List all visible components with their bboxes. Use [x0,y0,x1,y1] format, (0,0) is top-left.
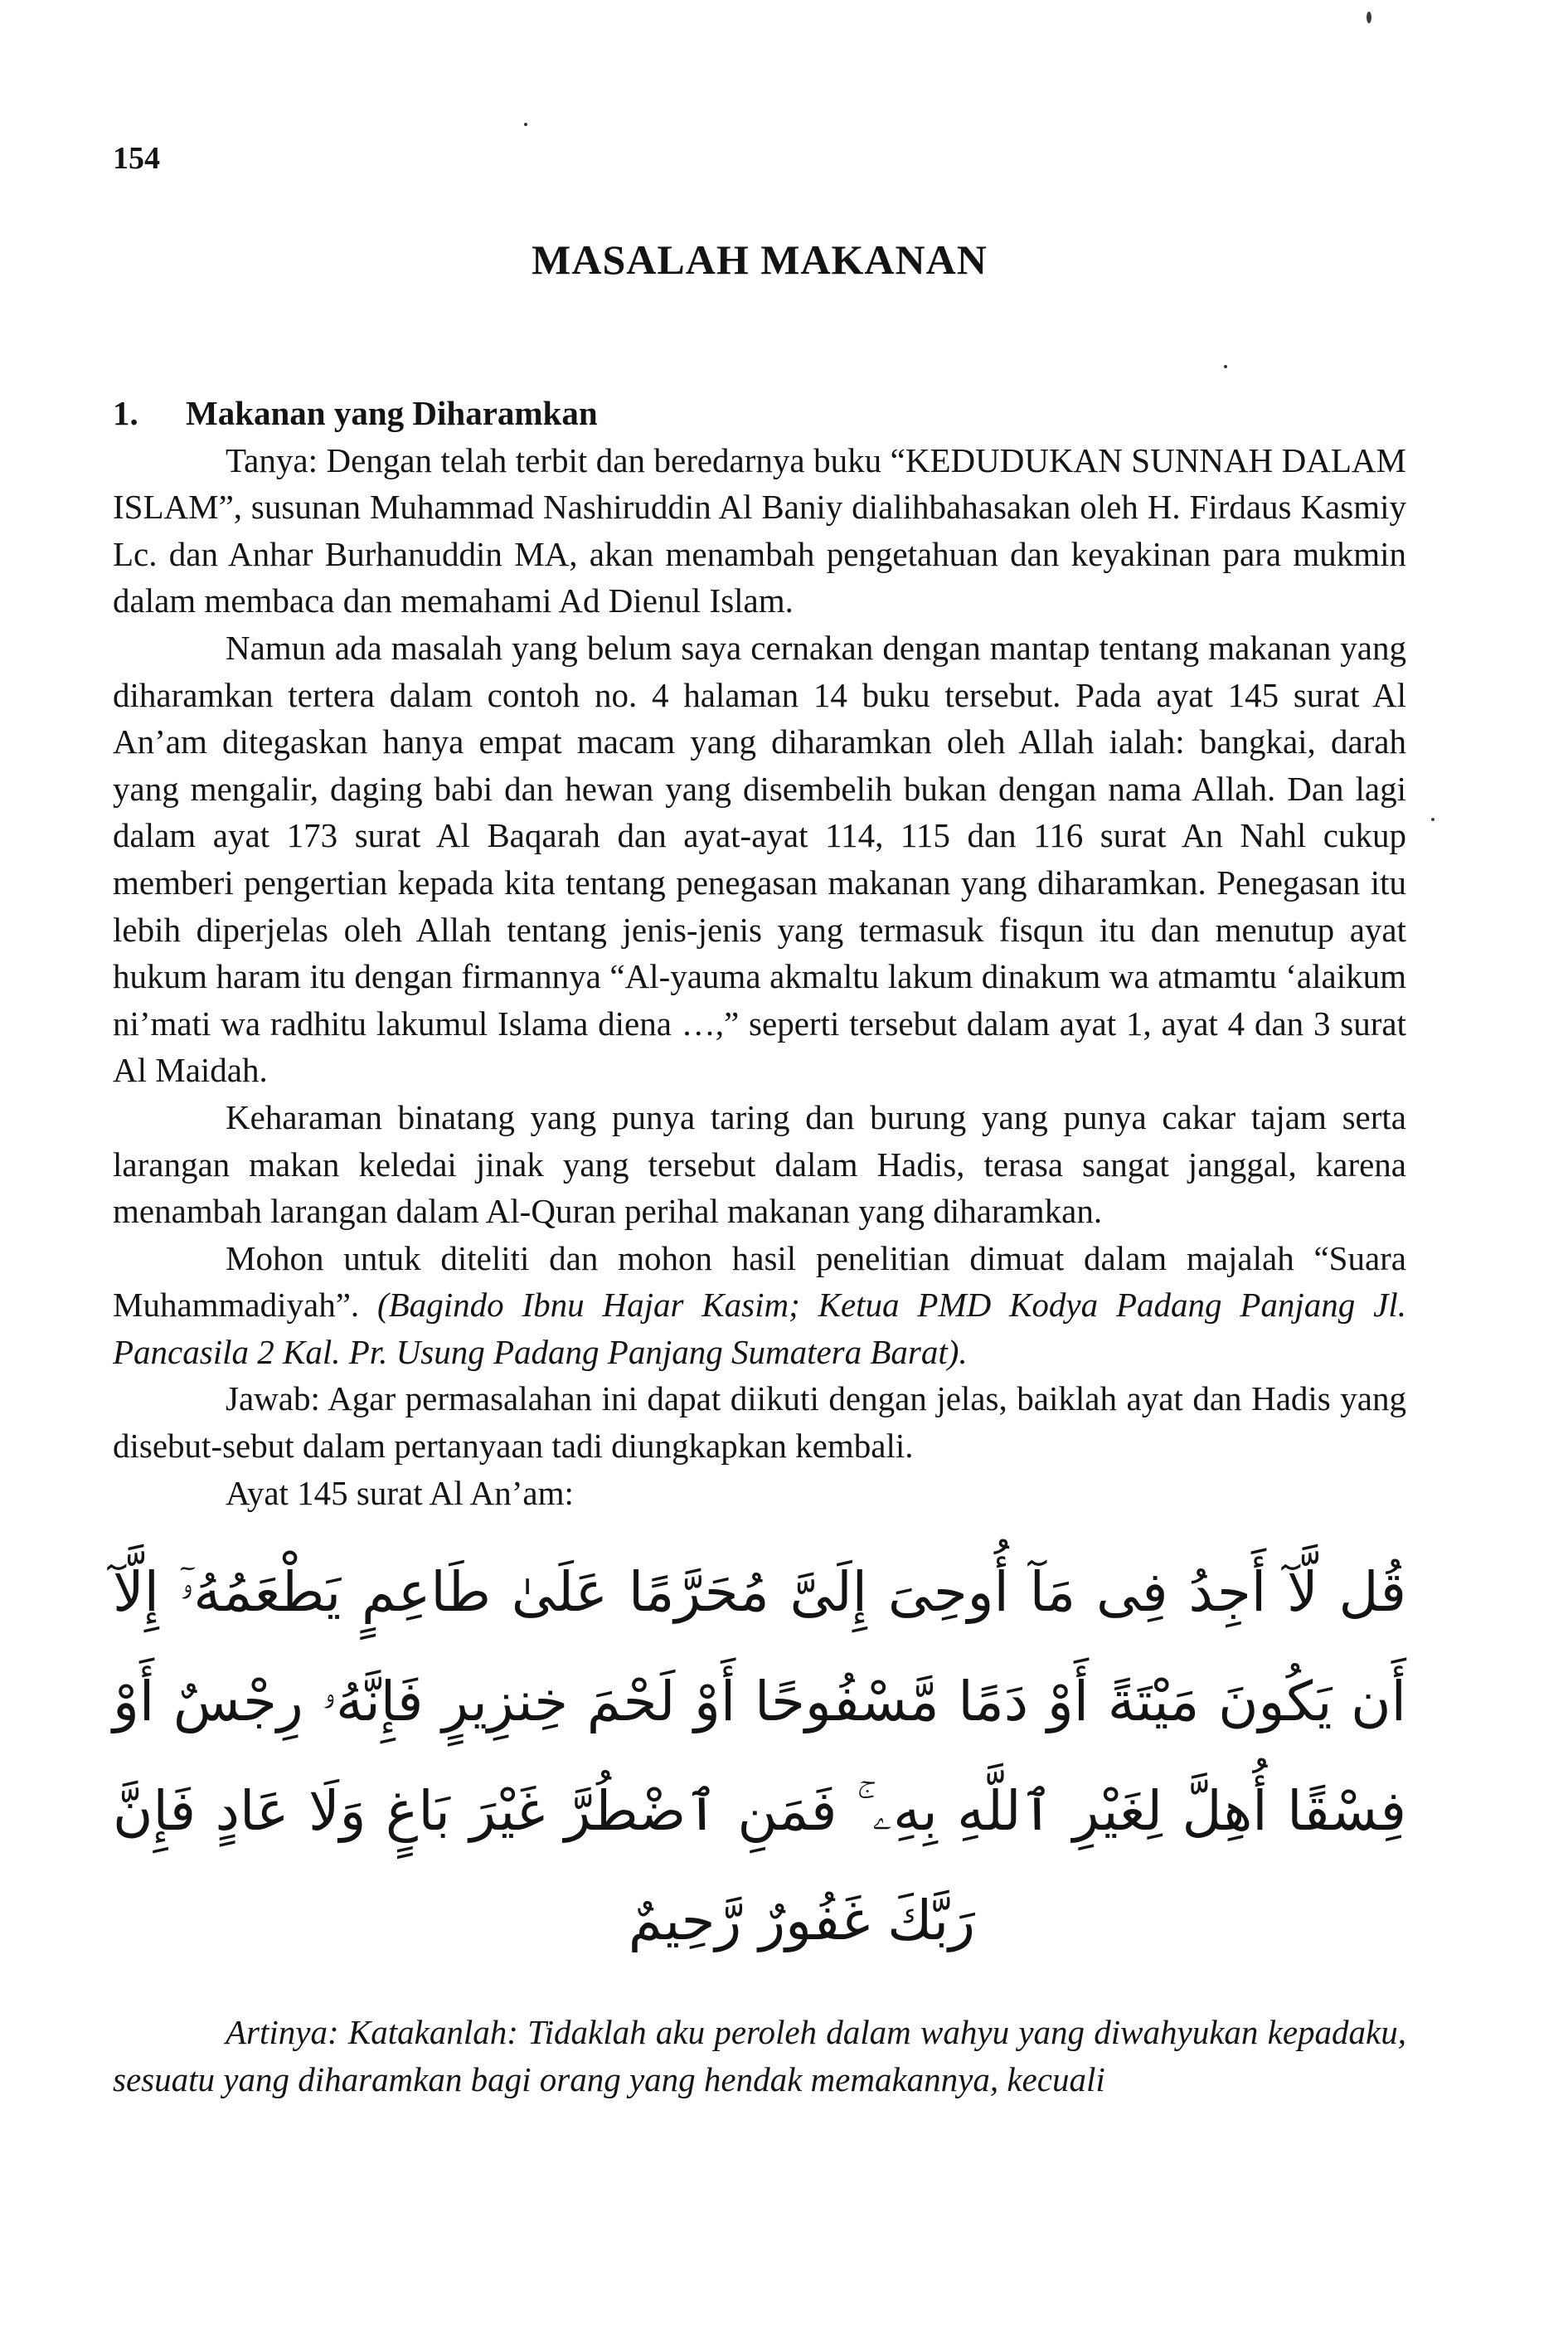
scan-speck [1367,12,1371,23]
answer-paragraph-text: Agar permasalahan ini dapat diikuti dengan jelas, baiklah ayat dan Hadis yang disebut-sebut dalam pertanyaan tadi diungkapkan kembali. [113,1379,1406,1466]
page-number: 154 [113,141,160,176]
question-paragraph-3: Keharaman binatang yang punya taring dan burung yang punya cakar tajam serta larangan makan keledai jinak yang tersebut dalam Hadis, terasa sangat janggal, karena menambah larangan dalam Al-Quran perihal makanan yang diharamkan. [113,1097,1406,1231]
questioner-citation: (Bagindo Ibnu Hajar Kasim; Ketua PMD Kodya Padang Panjang Jl. Pancasila 2 Kal. Pr. Usung Padang Panjang Sumatera Barat). [113,1286,1406,1371]
question-paragraph-1-text: Dengan telah terbit dan beredarnya buku “KEDUDUKAN SUNNAH DALAM ISLAM”, susunan Muhammad Nashiruddin Al Baniy dialihbahasakan oleh H. Firdaus Kasmiy Lc. dan Anhar Burhanuddin MA, akan menambah pengetahuan dan keyakinan para mukmin dalam membaca dan memahami Ad Dienul Islam. [113,440,1406,620]
scan-speck [524,123,527,126]
answer-label: Jawab: [226,1379,320,1418]
arabic-verse-end: رَبَّكَ غَفُورٌ رَّحِيمٌ [628,1889,975,1953]
question-label: Tanya: [226,440,318,479]
question-paragraph-4 [113,1235,1406,1376]
chapter-title: MASALAH MAKANAN [532,236,988,283]
answer-paragraph [113,1375,1406,1469]
verse-reference: Ayat 145 surat Al An’am: [226,1473,574,1512]
body-text [113,390,1406,2103]
arabic-verse: قُل لَّآ أَجِدُ فِى مَآ أُوحِىَ إِلَىَّ مُحَرَّمًا عَلَىٰ طَاعِمٍ يَطْعَمُهُۥٓ إِلَّآ أَن يَكُونَ مَيْتَةً أَوْ دَمًا مَّسْفُوحًا أَوْ لَحْمَ خِنزِيرٍ فَإِنَّهُۥ رِجْسٌ أَوْ فِسْقًا أُهِلَّ لِغَيْرِ ٱللَّهِ بِهِۦ ۚ فَمَنِ ٱضْطُرَّ غَيْرَ بَاغٍ وَلَا عَادٍ فَإِنَّ [113,1560,1406,1844]
question-paragraph-2: Namun ada masalah yang belum saya cernakan dengan mantap tentang makanan yang diharamkan tertera dalam contoh no. 4 halaman 14 buku tersebut. Pada ayat 145 surat Al An’am ditegaskan hanya empat macam yang diharamkan oleh Allah ialah: bangkai, darah yang mengalir, daging babi dan hewan yang disembelih bukan dengan nama Allah. Dan lagi dalam ayat 173 surat Al Baqarah dan ayat-ayat 114, 115 dan 116 surat An Nahl cukup memberi pengertian kepada kita tentang penegasan makanan yang diharamkan. Penegasan itu lebih diperjelas oleh Allah tentang jenis-jenis yang termasuk fisqun itu dan menutup ayat hukum haram itu dengan firmannya “Al-yauma akmaltu lakum dinakum wa atmamtu ‘alaikum ni’mati wa radhitu lakumul Islama diena …,” seperti tersebut dalam ayat 1, ayat 4 dan 3 surat Al Maidah. [113,628,1406,1090]
question-paragraph-4-text: Mohon untuk diteliti dan mohon hasil penelitian dimuat dalam majalah “Suara Muhammadiyah”. [113,1238,1406,1325]
scan-speck [1224,365,1227,368]
scan-speck [1431,818,1435,821]
section-number: 1. [113,394,138,432]
verse-translation: Artinya: Katakanlah: Tidaklah aku peroleh dalam wahyu yang diwahyukan kepadaku, sesuatu yang diharamkan bagi orang yang hendak memakannya, kecuali [113,2013,1406,2098]
question-paragraph-1 [113,437,1406,625]
section-heading [113,390,1406,437]
section-title: Makanan yang Diharamkan [186,394,598,432]
